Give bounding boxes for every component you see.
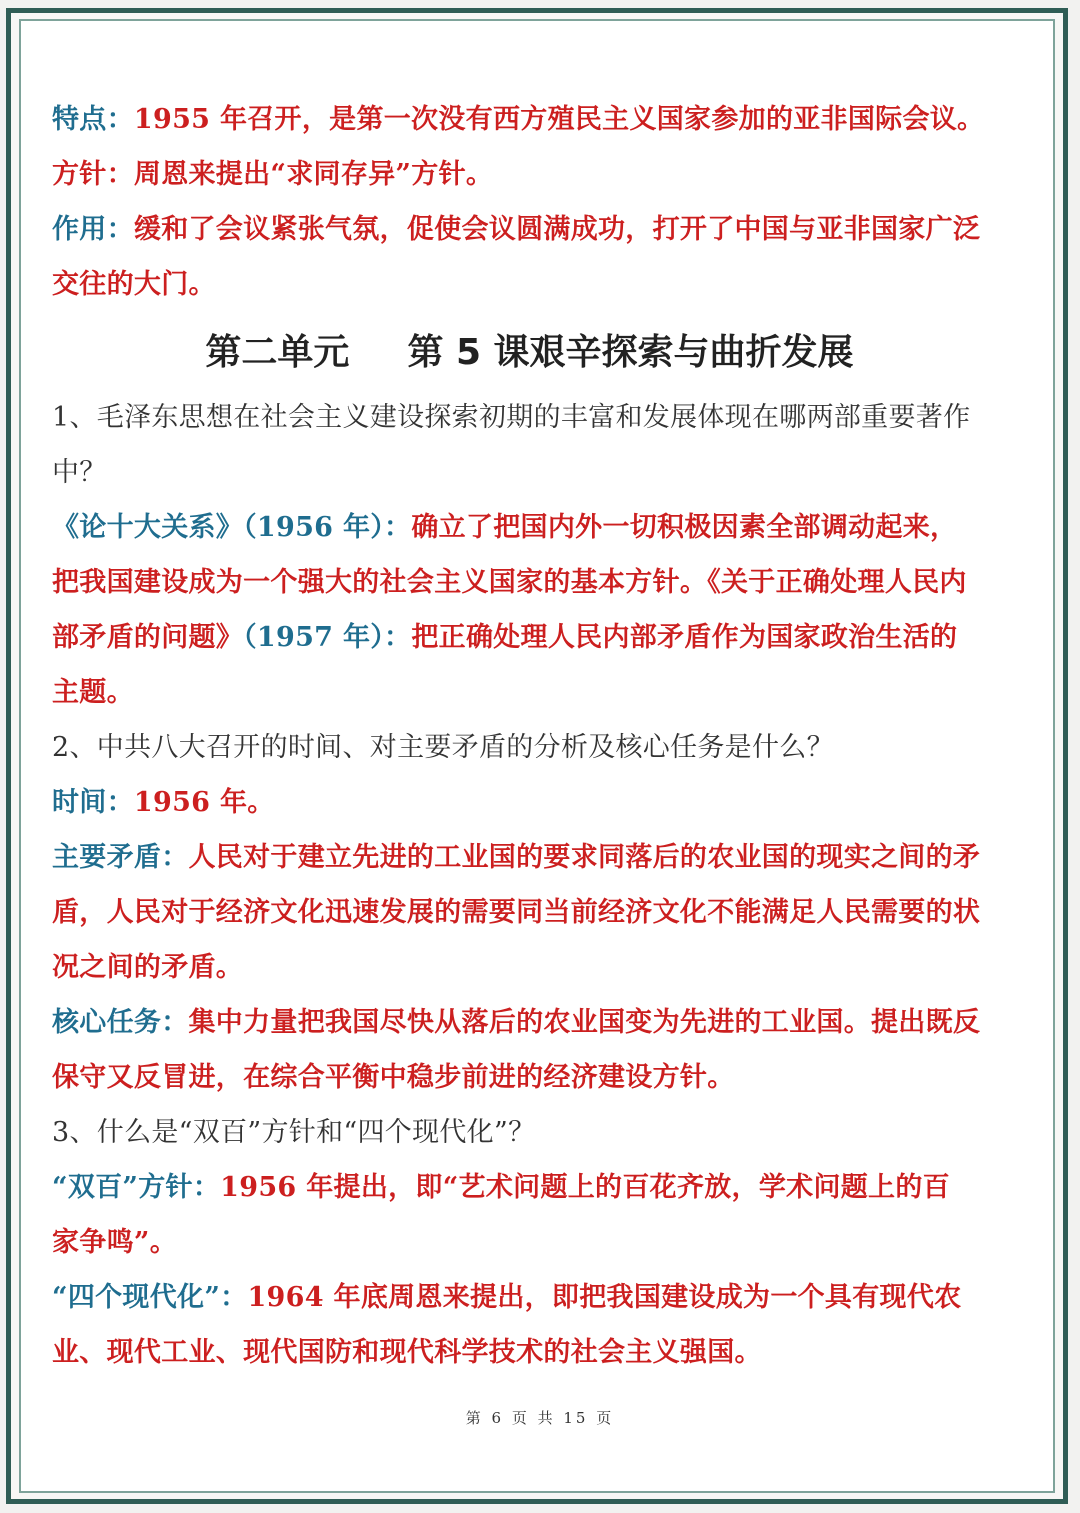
time-text: 1956 年。	[133, 787, 275, 818]
contradiction-line-1	[52, 830, 1007, 885]
effect-text-1: 缓和了会议紧张气氛，促使会议圆满成功，打开了中国与亚非国家广泛	[133, 214, 981, 245]
answer-1-line-3	[52, 610, 1007, 665]
double-hundred-text-1: 1956 年提出，即“艺术问题上的百花齐放，学术问题上的百	[220, 1172, 950, 1203]
core-task-line-1	[52, 995, 1007, 1050]
answer-1-text-3: 把正确处理人民内部矛盾作为国家政治生活的	[411, 622, 958, 653]
answer-1-year-label: （1957 年）：	[243, 622, 412, 653]
question-1-line-1: 1、毛泽东思想在社会主义建设探索初期的丰富和发展体现在哪两部重要著作	[52, 402, 971, 433]
core-task-line-2: 保守又反冒进，在综合平衡中稳步前进的经济建设方针。	[52, 1062, 735, 1093]
double-hundred-line-2: 家争鸣”。	[52, 1227, 178, 1258]
effect-line-2: 交往的大门。	[52, 269, 216, 300]
policy-text: 周恩来提出“求同存异”方针。	[133, 159, 494, 190]
lesson-title: 第 5 课艰辛探索与曲折发展	[407, 332, 854, 373]
core-task-label: 核心任务：	[52, 1007, 189, 1038]
four-modernizations-line-1	[52, 1270, 1007, 1325]
four-modernizations-label: “四个现代化”：	[52, 1282, 248, 1313]
policy-label: 方针：	[52, 159, 134, 190]
question-2: 2、中共八大召开的时间、对主要矛盾的分析及核心任务是什么？	[52, 732, 834, 763]
four-modernizations-text-1: 1964 年底周恩来提出，即把我国建设成为一个具有现代农	[247, 1282, 962, 1313]
contradiction-text-1: 人民对于建立先进的工业国的要求同落后的农业国的现实之间的矛	[188, 842, 981, 873]
contradiction-label: 主要矛盾：	[52, 842, 189, 873]
time-label: 时间：	[52, 787, 134, 818]
contradiction-line-2: 盾，人民对于经济文化迅速发展的需要同当前经济文化不能满足人民需要的状	[52, 897, 981, 928]
effect-label: 作用：	[52, 214, 134, 245]
question-3: 3、什么是“双百”方针和“四个现代化”？	[52, 1117, 536, 1148]
contradiction-line-3: 况之间的矛盾。	[52, 952, 244, 983]
question-1-line-2: 中？	[52, 457, 107, 488]
answer-1-line-2: 把我国建设成为一个强大的社会主义国家的基本方针。《关于正确处理人民内	[52, 567, 967, 598]
feature-line	[52, 92, 1007, 147]
page-content	[52, 92, 1007, 1380]
policy-line	[52, 147, 1007, 202]
time-line	[52, 775, 1007, 830]
four-modernizations-line-2: 业、现代工业、现代国防和现代科学技术的社会主义强国。	[52, 1337, 762, 1368]
core-task-text-1: 集中力量把我国尽快从落后的农业国变为先进的工业国。提出既反	[188, 1007, 981, 1038]
answer-1-line-1	[52, 500, 1007, 555]
page-number: 第 6 页 共 15 页	[465, 1409, 615, 1427]
double-hundred-line-1	[52, 1160, 1007, 1215]
section-heading	[52, 318, 1007, 388]
effect-line-1	[52, 202, 1007, 257]
answer-1-book-label: 《论十大关系》（1956 年）：	[52, 512, 412, 543]
answer-1-line-4: 主题。	[52, 677, 134, 708]
unit-title: 第二单元	[205, 332, 350, 373]
feature-label: 特点：	[52, 104, 134, 135]
double-hundred-label: “双百”方针：	[52, 1172, 221, 1203]
feature-text: 1955 年召开，是第一次没有西方殖民主义国家参加的亚非国际会议。	[133, 104, 985, 135]
answer-1-text-1: 确立了把国内外一切积极因素全部调动起来，	[411, 512, 958, 543]
answer-1-book-title-2: 部矛盾的问题》	[52, 622, 244, 653]
